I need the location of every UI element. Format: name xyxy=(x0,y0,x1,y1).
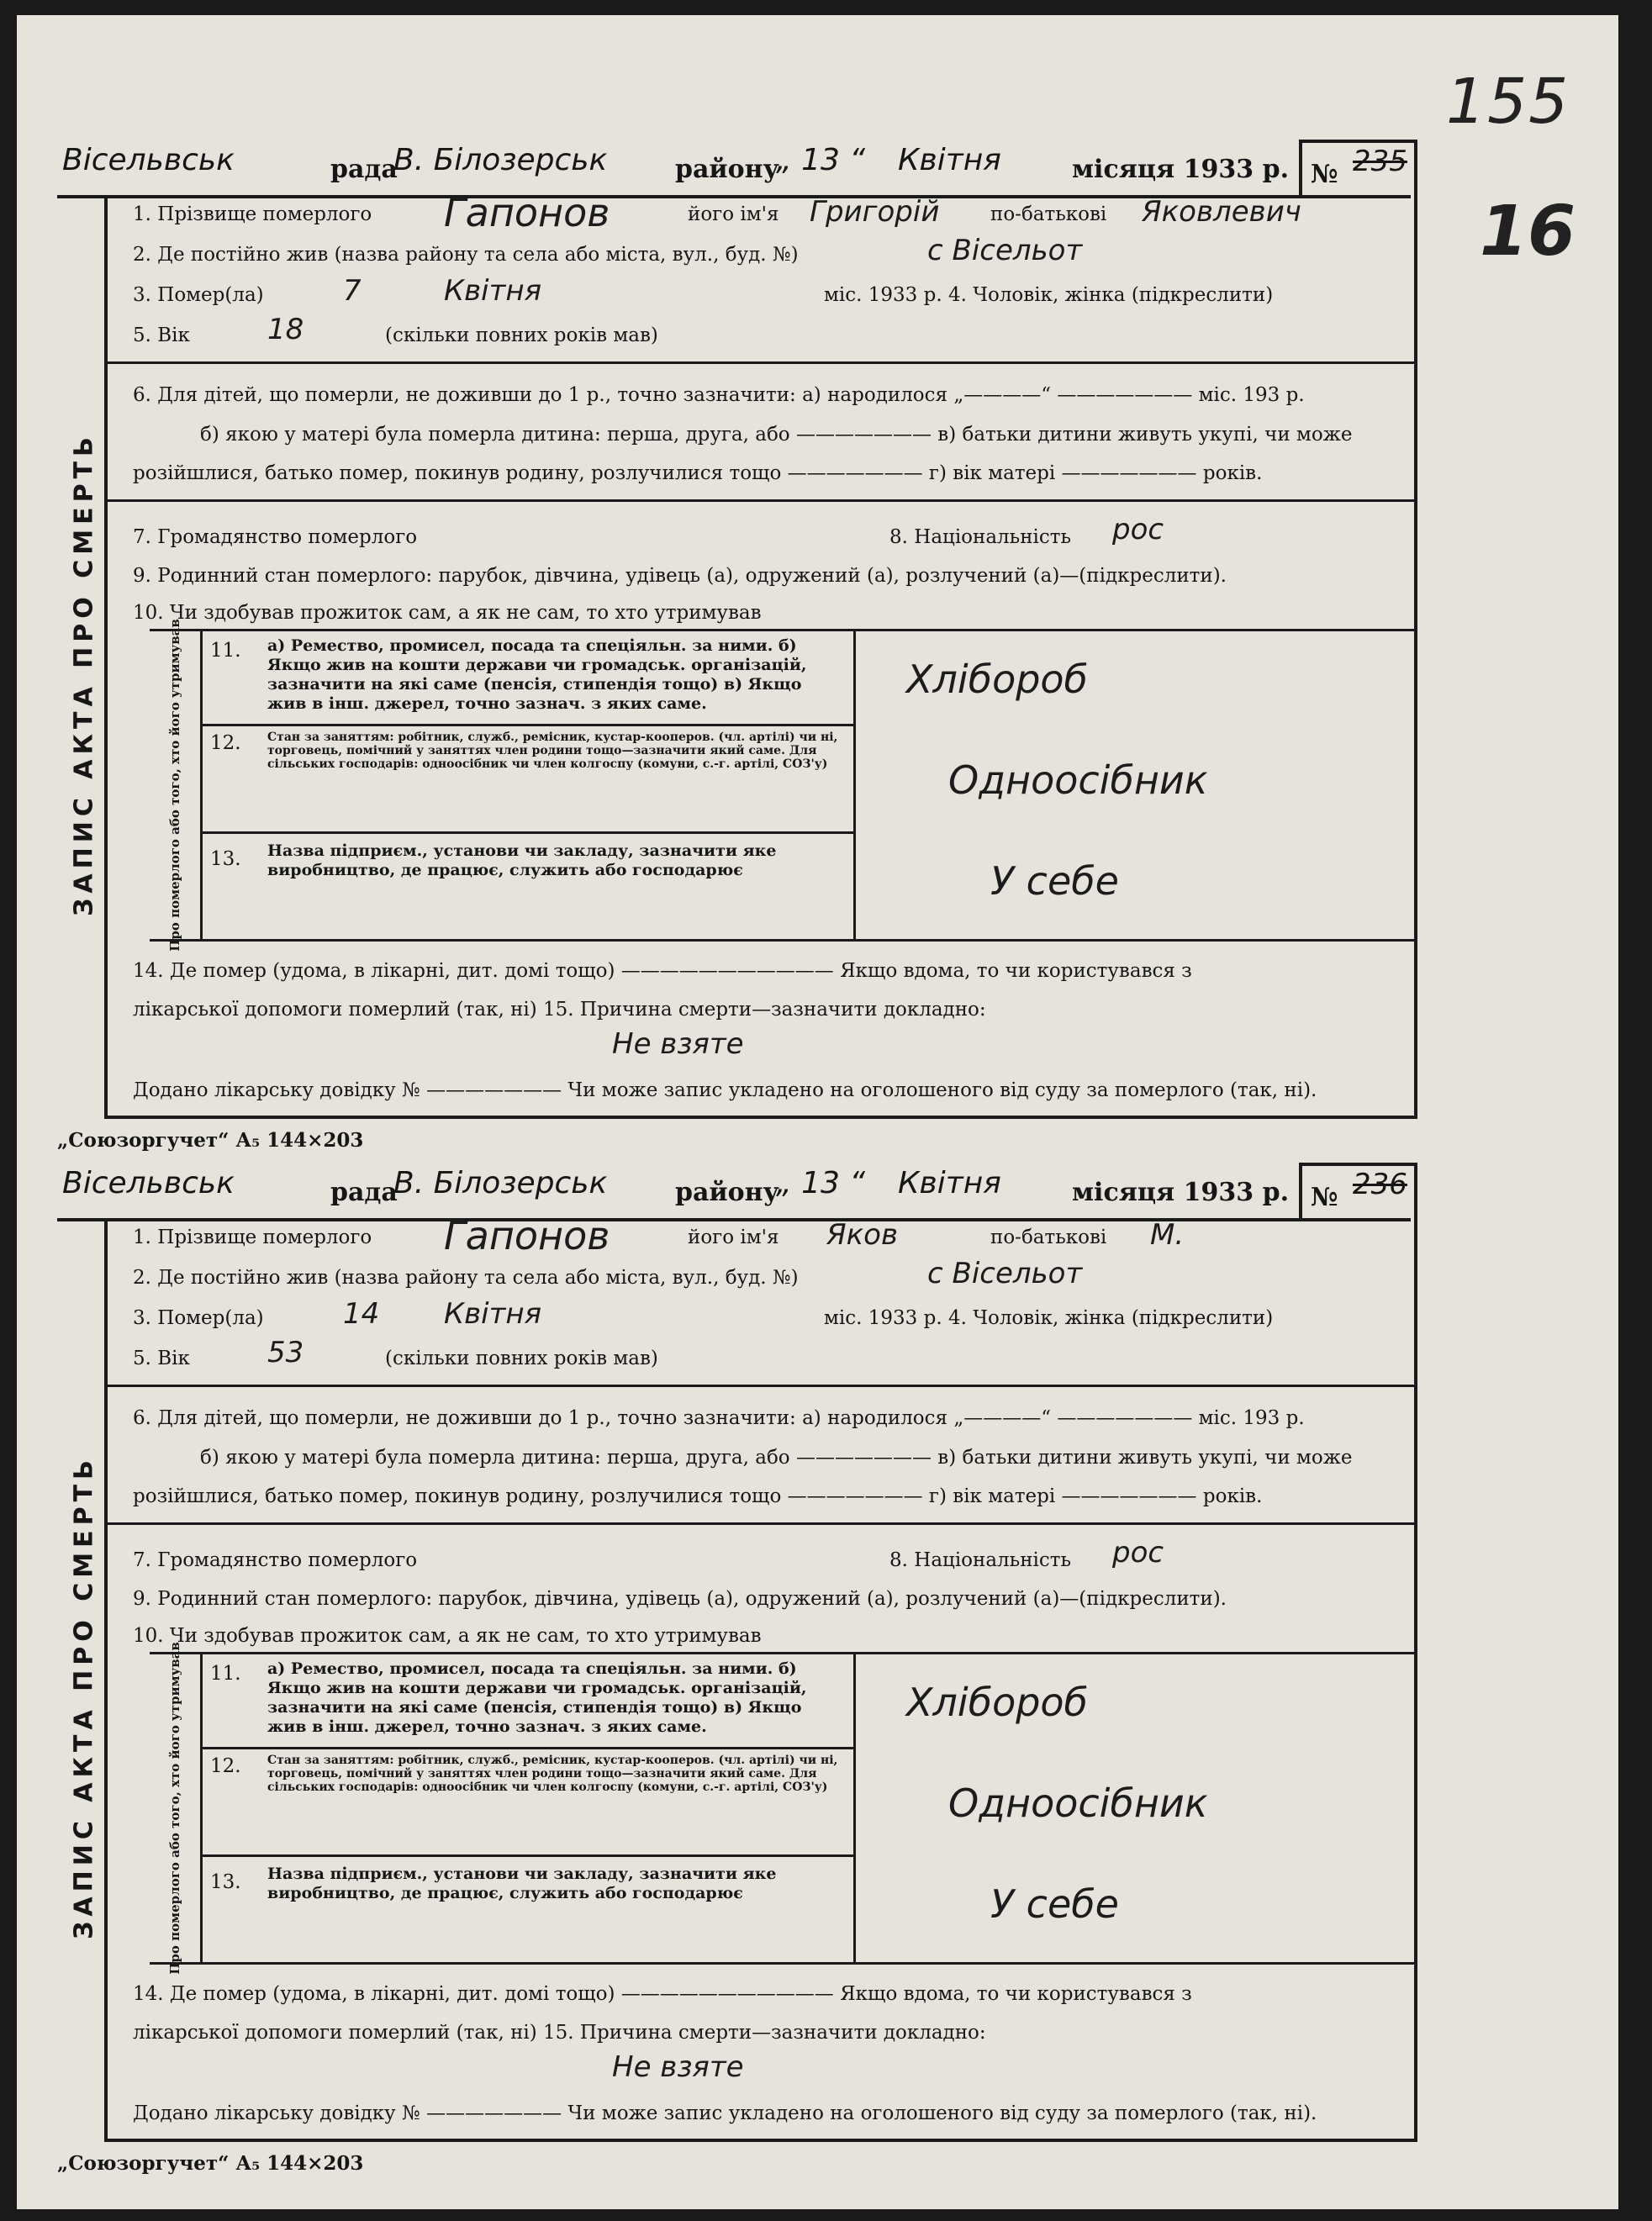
name-handwritten: Яков xyxy=(826,1218,898,1252)
line-16: Додано лікарську довідку № ——————— Чи може запис укладено на оголошеного від суду за померлого (так, ні). xyxy=(133,1079,1317,1101)
form-body xyxy=(69,190,1417,1119)
line-6c: розійшлися, батько помер, покинув родину, розлучилися тощо ——————— г) вік матері ——————— років. xyxy=(133,1485,1263,1507)
month-year-label: місяця 1933 р. xyxy=(1072,1178,1290,1207)
row-13: 13. Назва підприєм., установи чи закладу, зазначити яке виробництво, де працює, служить або господарює xyxy=(200,1854,856,1962)
death-month-handwritten: Квітня xyxy=(444,274,542,308)
patronymic-label: по-батькові xyxy=(990,203,1107,225)
workplace-handwritten: У себе xyxy=(990,1881,1119,1927)
line-16: Додано лікарську довідку № ——————— Чи може запис укладено на оголошеного від суду за померлого (так, ні). xyxy=(133,2102,1317,2124)
death-record-form-1 xyxy=(57,140,1411,1174)
nationality-label: 8. Національність xyxy=(889,1549,1072,1571)
death-day-handwritten: 14 xyxy=(343,1297,380,1331)
archive-sheet-number: 16 xyxy=(1480,192,1576,272)
table-vertical-label: Про померлого або того, хто його утримував xyxy=(150,631,203,939)
patronymic-label: по-батькові xyxy=(990,1227,1107,1248)
line-1: 1. Прізвище померлого xyxy=(133,1227,372,1248)
line-3-rest: міс. 1933 р. 4. Чоловік, жінка (підкреслити) xyxy=(824,1307,1274,1329)
line-7: 7. Громадянство померлого xyxy=(133,526,418,548)
row-11: 11. а) Ремество, промисел, посада та спеціяльн. за ними. б) Якщо жив на кошти держави чи громадськ. організацій, зазначити на які саме (пенсія, стипендія тощо) в) Якщо жив в інш. джерел, точно зазнач. з яких саме. xyxy=(200,631,856,726)
dependency-table xyxy=(150,619,1415,952)
patronymic-handwritten: М. xyxy=(1150,1218,1185,1252)
row-11: 11. а) Ремество, промисел, посада та спеціяльн. за ними. б) Якщо жив на кошти держави чи громадськ. організацій, зазначити на які саме (пенсія, стипендія тощо) в) Якщо жив в інш. джерел, точно зазнач. з яких саме. xyxy=(200,1654,856,1749)
name-label: його ім'я xyxy=(688,1227,779,1248)
month-handwritten: Квітня xyxy=(898,143,1001,177)
month-handwritten: Квітня xyxy=(898,1166,1001,1200)
line-10: 10. Чи здобував прожиток сам, а як не сам, то хто утримував xyxy=(133,1625,762,1647)
line-6a: 6. Для дітей, що померли, не доживши до 1 р., точно зазначити: а) народилося „————“ ——————— міс. 193 р. xyxy=(133,384,1305,406)
line-9: 9. Родинний стан померлого: парубок, дівчина, удівець (а), одружений (а), розлучений (а)—(підкреслити). xyxy=(133,1588,1227,1610)
death-day-handwritten: 7 xyxy=(343,274,362,308)
separator xyxy=(108,1522,1414,1525)
number-label: № xyxy=(1311,1183,1338,1212)
line-9: 9. Родинний стан померлого: парубок, дівчина, удівець (а), одружений (а), розлучений (а)—(підкреслити). xyxy=(133,565,1227,587)
month-year-label: місяця 1933 р. xyxy=(1072,155,1290,184)
form-body xyxy=(69,1213,1417,2142)
line-1: 1. Прізвище померлого xyxy=(133,203,372,225)
death-cause-handwritten: Не взяте xyxy=(612,1027,744,1061)
residence-handwritten: с Вісельот xyxy=(927,234,1083,267)
line-5: 5. Вік xyxy=(133,1348,190,1369)
death-month-handwritten: Квітня xyxy=(444,1297,542,1331)
status-handwritten: Одноосібник xyxy=(948,1780,1208,1826)
form-footer: „Союзоргучет“ А₅ 144×203 xyxy=(57,1129,364,1152)
record-number-handwritten: 235 xyxy=(1353,145,1407,178)
dependency-table xyxy=(150,1642,1415,1975)
death-cause-handwritten: Не взяте xyxy=(612,2050,744,2084)
line-6a: 6. Для дітей, що померли, не доживши до 1 р., точно зазначити: а) народилося „————“ ——————— міс. 193 р. xyxy=(133,1407,1305,1429)
form-header xyxy=(57,140,1411,198)
record-number-box xyxy=(1299,1163,1417,1221)
record-number-box xyxy=(1299,140,1417,198)
nationality-handwritten: рос xyxy=(1112,513,1164,546)
row-12: 12. Стан за заняттям: робітник, служб., ремісник, кустар-кооперов. (чл. артілі) чи ні, торговець, помічний у заняттях член родини тощо—зазначити який саме. Для сільських господарів: одноосібник чи член колгоспу (комуни, с.-г. артілі, СОЗ'у) xyxy=(200,1747,856,1857)
line-14: 14. Де помер (удома, в лікарні, дит. домі тощо) ——————————— Якщо вдома, то чи користувався з xyxy=(133,1983,1192,2005)
raion-label: району xyxy=(675,155,779,184)
surname-handwritten: Гапонов xyxy=(444,190,610,235)
workplace-handwritten: У себе xyxy=(990,858,1119,904)
table-vertical-label: Про померлого або того, хто його утримував xyxy=(150,1654,203,1962)
line-5-rest: (скільки повних років мав) xyxy=(385,1348,658,1369)
death-record-form-2 xyxy=(57,1163,1411,2197)
age-handwritten: 18 xyxy=(267,313,304,346)
side-title: ЗАПИС АКТА ПРО СМЕРТЬ xyxy=(69,1455,99,1939)
nationality-handwritten: рос xyxy=(1112,1536,1164,1569)
day-handwritten: „ 13 “ xyxy=(776,143,865,177)
district-handwritten: В. Білозерськ xyxy=(393,143,608,177)
surname-handwritten: Гапонов xyxy=(444,1213,610,1258)
record-number-handwritten: 236 xyxy=(1353,1168,1407,1201)
separator xyxy=(108,361,1414,364)
line-5-rest: (скільки повних років мав) xyxy=(385,324,658,346)
line-2: 2. Де постійно жив (назва району та села або міста, вул., буд. №) xyxy=(133,244,799,266)
line-6b: б) якою у матері була померла дитина: перша, друга, або ——————— в) батьки дитини живуть укупі, чи може xyxy=(200,424,1353,446)
name-label: його ім'я xyxy=(688,203,779,225)
council-handwritten: Вісельвськ xyxy=(62,143,235,177)
rada-label: рада xyxy=(330,1178,398,1207)
residence-handwritten: с Вісельот xyxy=(927,1257,1083,1290)
patronymic-handwritten: Яковлевич xyxy=(1142,195,1301,229)
line-14b: лікарської допомоги померлий (так, ні) 15. Причина смерти—зазначити докладно: xyxy=(133,999,986,1021)
side-title: ЗАПИС АКТА ПРО СМЕРТЬ xyxy=(69,432,99,916)
day-handwritten: „ 13 “ xyxy=(776,1166,865,1200)
number-label: № xyxy=(1311,160,1338,189)
line-7: 7. Громадянство померлого xyxy=(133,1549,418,1571)
line-3: 3. Помер(ла) xyxy=(133,1307,264,1329)
line-5: 5. Вік xyxy=(133,324,190,346)
document-sheet xyxy=(17,15,1618,2209)
status-handwritten: Одноосібник xyxy=(948,757,1208,803)
line-6c: розійшлися, батько помер, покинув родину, розлучилися тощо ——————— г) вік матері ——————— років. xyxy=(133,462,1263,484)
age-handwritten: 53 xyxy=(267,1336,304,1369)
line-6b: б) якою у матері була померла дитина: перша, друга, або ——————— в) батьки дитини живуть укупі, чи може xyxy=(200,1447,1353,1469)
line-2: 2. Де постійно жив (назва району та села або міста, вул., буд. №) xyxy=(133,1267,799,1289)
line-14b: лікарської допомоги померлий (так, ні) 15. Причина смерти—зазначити докладно: xyxy=(133,2022,986,2044)
line-3: 3. Помер(ла) xyxy=(133,284,264,306)
raion-label: району xyxy=(675,1178,779,1207)
separator xyxy=(108,499,1414,502)
name-handwritten: Григорій xyxy=(810,195,940,229)
district-handwritten: В. Білозерськ xyxy=(393,1166,608,1200)
separator xyxy=(108,1385,1414,1387)
line-3-rest: міс. 1933 р. 4. Чоловік, жінка (підкреслити) xyxy=(824,284,1274,306)
line-14: 14. Де помер (удома, в лікарні, дит. домі тощо) ——————————— Якщо вдома, то чи користувався з xyxy=(133,960,1192,982)
row-13: 13. Назва підприєм., установи чи закладу, зазначити яке виробництво, де працює, служить або господарює xyxy=(200,831,856,939)
form-footer: „Союзоргучет“ А₅ 144×203 xyxy=(57,2152,364,2175)
occupation-handwritten: Хлібороб xyxy=(906,1680,1088,1725)
form-header xyxy=(57,1163,1411,1221)
line-10: 10. Чи здобував прожиток сам, а як не сам, то хто утримував xyxy=(133,602,762,624)
row-12: 12. Стан за заняттям: робітник, служб., ремісник, кустар-кооперов. (чл. артілі) чи ні, торговець, помічний у заняттях член родини тощо—зазначити який саме. Для сільських господарів: одноосібник чи член колгоспу (комуни, с.-г. артілі, СОЗ'у) xyxy=(200,724,856,834)
council-handwritten: Вісельвськ xyxy=(62,1166,235,1200)
nationality-label: 8. Національність xyxy=(889,526,1072,548)
occupation-handwritten: Хлібороб xyxy=(906,657,1088,702)
rada-label: рада xyxy=(330,155,398,184)
archive-page-number: 155 xyxy=(1446,66,1570,138)
